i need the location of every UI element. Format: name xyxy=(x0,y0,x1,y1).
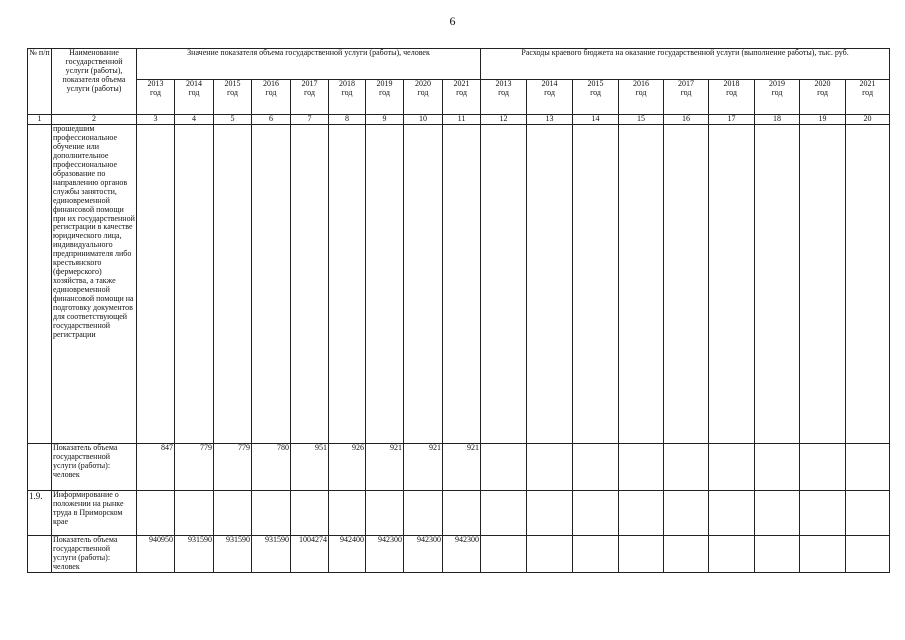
budget-cell xyxy=(800,491,846,536)
column-index: 18 xyxy=(755,115,800,125)
value-cell: 926 xyxy=(329,444,366,491)
value-cell: 940950 xyxy=(137,536,175,573)
column-index: 3 xyxy=(137,115,175,125)
budget-cell xyxy=(709,536,755,573)
value-cell xyxy=(137,125,175,444)
budget-cell xyxy=(481,125,527,444)
value-cell: 942400 xyxy=(329,536,366,573)
value-cell: 779 xyxy=(175,444,214,491)
column-index: 2 xyxy=(52,115,137,125)
column-index: 10 xyxy=(404,115,443,125)
service-name: Информирование о положении на рынке труда в Приморском крае xyxy=(52,491,137,536)
budget-cell xyxy=(709,444,755,491)
budget-cell xyxy=(709,125,755,444)
year-header: 2020 год xyxy=(800,80,846,115)
column-index: 6 xyxy=(252,115,291,125)
column-index: 4 xyxy=(175,115,214,125)
table-row xyxy=(28,491,890,536)
budget-cell xyxy=(846,444,890,491)
row-number xyxy=(28,125,52,444)
budget-cell xyxy=(619,491,664,536)
value-cell: 942300 xyxy=(366,536,404,573)
year-header: 2015 год xyxy=(573,80,619,115)
value-cell xyxy=(404,491,443,536)
volume-group-header: Значение показателя объема государственной услуги (работы), человек xyxy=(137,49,481,80)
value-cell: 931590 xyxy=(175,536,214,573)
year-header: 2020 год xyxy=(404,80,443,115)
value-cell: 942300 xyxy=(404,536,443,573)
budget-cell xyxy=(573,125,619,444)
expenses-table xyxy=(27,48,890,573)
header-row-groups xyxy=(28,49,890,80)
column-index: 20 xyxy=(846,115,890,125)
budget-cell xyxy=(619,536,664,573)
budget-cell xyxy=(664,536,709,573)
year-header: 2017 год xyxy=(291,80,329,115)
column-index: 5 xyxy=(214,115,252,125)
value-cell: 921 xyxy=(443,444,481,491)
value-cell xyxy=(137,491,175,536)
value-cell xyxy=(291,125,329,444)
year-header: 2014 год xyxy=(175,80,214,115)
budget-cell xyxy=(481,444,527,491)
column-index: 16 xyxy=(664,115,709,125)
budget-cell xyxy=(481,536,527,573)
header-row-years xyxy=(28,80,890,115)
value-cell: 779 xyxy=(214,444,252,491)
table-row xyxy=(28,125,890,444)
budget-cell xyxy=(755,125,800,444)
value-cell xyxy=(252,125,291,444)
budget-cell xyxy=(619,125,664,444)
value-cell xyxy=(366,491,404,536)
value-cell xyxy=(214,491,252,536)
year-header: 2015 год xyxy=(214,80,252,115)
value-cell: 931590 xyxy=(214,536,252,573)
budget-cell xyxy=(527,125,573,444)
indicator-name: Показатель объема государственной услуги (работы): человек xyxy=(52,536,137,573)
budget-cell xyxy=(709,491,755,536)
value-cell: 921 xyxy=(366,444,404,491)
value-cell: 780 xyxy=(252,444,291,491)
budget-cell xyxy=(755,444,800,491)
budget-cell xyxy=(846,125,890,444)
service-name: прошедшим профессиональное обучение или дополнительное профессиональное образование по направлению органов службы занятости, единовременной финансовой помощи при их государственной регистрации в качестве юридического лица, индивидуального предпринимателя либо крестьянского (фермерского) хозяйства, а также единовременной финансовой помощи на подготовку документов для соответствующей государственной регистрации xyxy=(52,125,137,444)
value-cell xyxy=(329,491,366,536)
column-index: 11 xyxy=(443,115,481,125)
value-cell: 942300 xyxy=(443,536,481,573)
value-cell xyxy=(214,125,252,444)
value-cell xyxy=(175,125,214,444)
value-cell: 921 xyxy=(404,444,443,491)
column-index: 7 xyxy=(291,115,329,125)
budget-cell xyxy=(664,125,709,444)
year-header: 2018 год xyxy=(329,80,366,115)
table-header xyxy=(28,49,890,125)
row-number: 1.9. xyxy=(28,491,52,536)
value-cell: 951 xyxy=(291,444,329,491)
budget-cell xyxy=(619,444,664,491)
budget-cell xyxy=(800,536,846,573)
year-header: 2013 год xyxy=(137,80,175,115)
year-header: 2019 год xyxy=(366,80,404,115)
column-index: 1 xyxy=(28,115,52,125)
budget-cell xyxy=(573,491,619,536)
budget-cell xyxy=(527,536,573,573)
value-cell xyxy=(366,125,404,444)
budget-cell xyxy=(573,444,619,491)
year-header: 2014 год xyxy=(527,80,573,115)
budget-cell xyxy=(527,444,573,491)
budget-cell xyxy=(664,444,709,491)
column-index: 8 xyxy=(329,115,366,125)
year-header: 2021 год xyxy=(846,80,890,115)
num-column-header: № п/п xyxy=(28,49,52,115)
column-index: 15 xyxy=(619,115,664,125)
row-number xyxy=(28,444,52,491)
value-cell xyxy=(404,125,443,444)
indicator-name: Показатель объема государственной услуги (работы): человек xyxy=(52,444,137,491)
value-cell xyxy=(175,491,214,536)
name-column-header: Наименование государственной услуги (работы), показателя объема услуги (работы) xyxy=(52,49,137,115)
year-header: 2021 год xyxy=(443,80,481,115)
column-index: 14 xyxy=(573,115,619,125)
value-cell xyxy=(329,125,366,444)
budget-cell xyxy=(573,536,619,573)
budget-cell xyxy=(800,125,846,444)
budget-cell xyxy=(664,491,709,536)
column-index: 13 xyxy=(527,115,573,125)
value-cell: 847 xyxy=(137,444,175,491)
budget-cell xyxy=(846,536,890,573)
budget-cell xyxy=(481,491,527,536)
year-header: 2013 год xyxy=(481,80,527,115)
row-number xyxy=(28,536,52,573)
budget-cell xyxy=(846,491,890,536)
value-cell xyxy=(443,125,481,444)
year-header: 2017 год xyxy=(664,80,709,115)
year-header: 2018 год xyxy=(709,80,755,115)
budget-group-header: Расходы краевого бюджета на оказание государственной услуги (выполнение работы), тыс. руб. xyxy=(481,49,890,80)
column-index: 19 xyxy=(800,115,846,125)
table-body xyxy=(28,125,890,573)
value-cell: 931590 xyxy=(252,536,291,573)
budget-cell xyxy=(800,444,846,491)
column-index: 12 xyxy=(481,115,527,125)
year-header: 2019 год xyxy=(755,80,800,115)
page-number: 6 xyxy=(449,14,456,28)
value-cell xyxy=(443,491,481,536)
column-index: 17 xyxy=(709,115,755,125)
year-header: 2016 год xyxy=(252,80,291,115)
table-row xyxy=(28,536,890,573)
value-cell xyxy=(252,491,291,536)
budget-cell xyxy=(527,491,573,536)
budget-cell xyxy=(755,536,800,573)
table-row xyxy=(28,444,890,491)
column-index: 9 xyxy=(366,115,404,125)
year-header: 2016 год xyxy=(619,80,664,115)
column-index-row xyxy=(28,115,890,125)
budget-cell xyxy=(755,491,800,536)
value-cell: 1004274 xyxy=(291,536,329,573)
value-cell xyxy=(291,491,329,536)
